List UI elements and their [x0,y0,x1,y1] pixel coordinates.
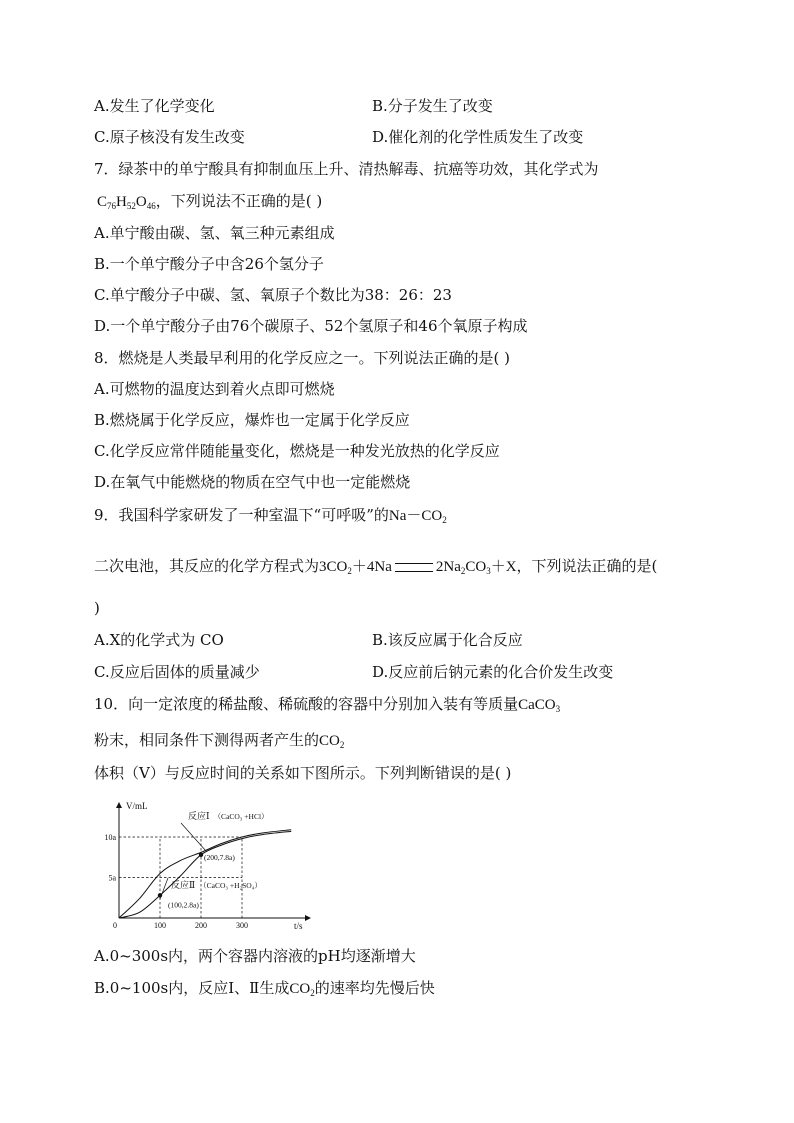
q9-stem: 9．我国科学家研发了一种室温下“可呼吸”的$Na-CO_2$ [94,506,447,525]
q8-option-d: D.在氧气中能燃烧的物质在空气中也一定能燃烧 [94,473,411,491]
x-tick-label: 200 [195,921,207,930]
q8-option-c: C.化学反应常伴随能量变化，燃烧是一种发光放热的化学反应 [94,442,500,460]
y-axis-label: V/mL [126,801,148,811]
q7-stem-tail: ，下列说法不正确的是( ) [155,192,323,210]
q10-option-a: A.0~300s内，两个容器内溶液的pH均逐渐增大 [94,947,416,965]
x-axis-label: t/s [294,921,303,931]
data-point-1 [199,853,203,857]
series-line-1 [119,830,291,918]
data-point-label-1: (200,7.8a) [204,852,235,862]
co2-volume-chart [96,797,316,932]
label-reaction-1: 反应Ⅰ （CaCO₃ +HCl） [188,811,269,821]
origin-label: 0 [113,921,117,930]
q10-option-b: B.0~100s内，反应Ⅰ、Ⅱ生成$CO_2$的速率均先慢后快 [94,979,435,998]
q9-option-a: A.X的化学式为 CO [94,631,224,649]
q8-option-b: B.燃烧属于化学反应，爆炸也一定属于化学反应 [94,411,410,429]
q7-option-d: D.一个单宁酸分子由76个碳原子、52个氢原子和46个氧原子构成 [94,317,528,335]
q6-option-d: D.催化剂的化学性质发生了改变 [372,128,584,146]
data-point-label-2: (100,2.8a) [168,900,199,910]
series-line-2 [119,831,291,918]
tannic-acid-formula: $C_{76}H_{52}O_{46}$ [97,194,156,211]
caco3-formula: CaCO$_3$ [518,697,561,714]
q10-stem: 10．向一定浓度的稀盐酸、稀硫酸的容器中分别加入装有等质量CaCO$_3$ [94,695,561,714]
y-tick-label: 10a [104,833,116,842]
q9-option-d: D.反应前后钠元素的化合价发生改变 [372,663,614,681]
na-co2-battery: $Na-CO_2$ [388,508,447,525]
q8-option-a: A.可燃物的温度达到着火点即可燃烧 [94,380,335,398]
q6-option-b: B.分子发生了改变 [372,97,493,115]
q7-option-a: A.单宁酸由碳、氢、氧三种元素组成 [94,224,335,242]
q10-line2: 粉末，相同条件下测得两者产生的$CO_2$ [94,731,345,750]
q7-option-c: C.单宁酸分子中碳、氢、氧原子个数比为38：26：23 [94,286,452,304]
q9-equation-line: 二次电池，其反应的化学方程式为$3CO_2+4Na$ $2Na_2CO_3+X$，下列说法正确的是( [94,557,658,576]
x-tick-label: 100 [154,921,166,930]
q8-stem: 8．燃烧是人类最早利用的化学反应之一。下列说法正确的是( ) [94,349,511,367]
q7-stem: 7．绿茶中的单宁酸具有抑制血压上升、清热解毒、抗癌等功效，其化学式为 [94,160,599,178]
reaction-equation: $3CO_2+4Na$ $2Na_2CO_3+X$ [319,559,517,576]
label-reaction-2: 反应Ⅱ （CaCO₃ +H₂SO₄） [171,880,262,890]
q7-option-b: B.一个单宁酸分子中含26个氢分子 [94,255,324,273]
q10-line3: 体积（V）与反应时间的关系如下图所示。下列判断错误的是( ) [94,764,512,782]
q6-option-a: A.发生了化学变化 [94,97,215,115]
co2-formula-b: $CO_2$ [289,981,315,998]
equals-sign [395,563,433,572]
q9-option-b: B.该反应属于化合反应 [372,631,523,649]
y-tick-label: 5a [108,873,116,883]
co2-formula: $CO_2$ [319,733,345,750]
q6-option-c: C.原子核没有发生改变 [94,128,245,146]
x-tick-label: 300 [236,921,248,930]
q7-stem-formula-line [97,191,322,212]
q9-close-paren: ) [94,599,100,617]
q9-option-c: C.反应后固体的质量减少 [94,663,260,681]
